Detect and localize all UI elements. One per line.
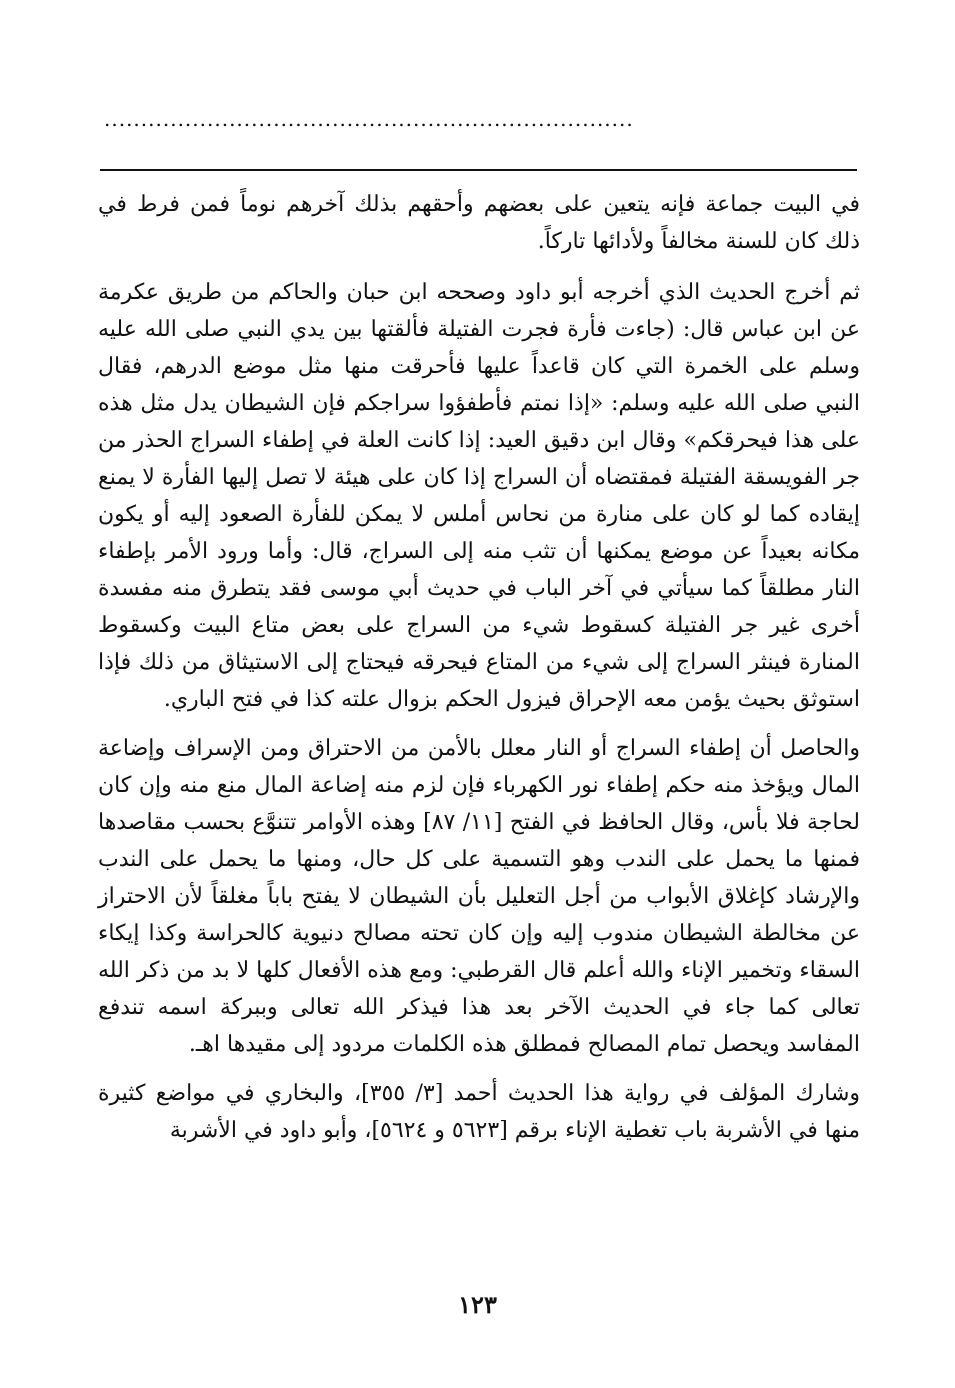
body-text xyxy=(98,186,860,1149)
paragraph-4: وشارك المؤلف في رواية هذا الحديث أحمد [٣/ ٣٥٥]، والبخاري في مواضع كثيرة منها في الأشربة باب تغطية الإناء برقم [٥٦٢٣ و ٥٦٢٤]، وأبو داود في الأشربة xyxy=(98,1081,861,1143)
paragraph-1: في البيت جماعة فإنه يتعين على بعضهم وأحقهم بذلك آخرهم نوماً فمن فرط في ذلك كان للسنة مخالفاً ولأدائها تاركاً. xyxy=(98,192,860,254)
paragraph-2: ثم أخرج الحديث الذي أخرجه أبو داود وصححه ابن حبان والحاكم من طريق عكرمة عن ابن عباس قال: (جاءت فأرة فجرت الفتيلة فألقتها بين يدي النبي صلى الله عليه وسلم على الخمرة التي كان قاعداً عليها فأحرقت منها مثل موضع الدرهم، فقال النبي صلى الله عليه وسلم: «إذا نمتم فأطفؤوا سراجكم فإن الشيطان يدل مثل هذه على هذا فيحرقكم» وقال ابن دقيق العيد: إذا كانت العلة في إطفاء السراج الحذر من جر الفويسقة الفتيلة فمقتضاه أن السراج إذا كان على هيئة لا تصل إليها الفأرة لا يمنع إيقاده كما لو كان على منارة من نحاس أملس لا يمكن للفأرة الصعود إليه أو يكون مكانه بعيداً عن موضع يمكنها أن تثب منه إلى السراج، قال: وأما ورود الأمر بإطفاء النار مطلقاً كما سيأتي في آخر الباب في حديث أبي موسى فقد يتطرق منه مفسدة أخرى غير جر الفتيلة كسقوط شيء من السراج على بعض متاع البيت وكسقوط المنارة فينثر السراج إلى شيء من المتاع فيحرقه فيحتاج إلى الاستيثاق من ذلك فإذا استوثق بحيث يؤمن معه الإحراق فيزول الحكم بزوال علته كذا في فتح الباري. xyxy=(98,280,860,712)
dotted-separator: ........................................................................ xyxy=(104,108,634,130)
paragraph-3: والحاصل أن إطفاء السراج أو النار معلل بالأمن من الاحتراق ومن الإسراف وإضاعة المال ويؤخذ منه حكم إطفاء نور الكهرباء فإن لزم منه إضاعة المال منع منه وإن كان لحاجة فلا بأس، وقال الحافظ في الفتح [١١/ ٨٧] وهذه الأوامر تتنوَّع بحسب مقاصدها فمنها ما يحمل على الندب وهو التسمية على كل حال، ومنها ما يحمل على الندب والإرشاد كإغلاق الأبواب من أجل التعليل بأن الشيطان لا يفتح باباً مغلقاً لأن الاحتراز عن مخالطة الشيطان مندوب إليه وإن كان تحته مصالح دنيوية كالحراسة وكذا إيكاء السقاء وتخمير الإناء والله أعلم قال القرطبي: ومع هذه الأفعال كلها لا بد من ذكر الله تعالى كما جاء في الحديث الآخر بعد هذا فيذكر الله تعالى وببركة اسمه تندفع المفاسد ويحصل تمام المصالح فمطلق هذه الكلمات مردود إلى مقيدها اهـ. xyxy=(98,736,861,1057)
horizontal-rule xyxy=(100,169,857,171)
page-number: ١٢٣ xyxy=(458,1290,497,1319)
